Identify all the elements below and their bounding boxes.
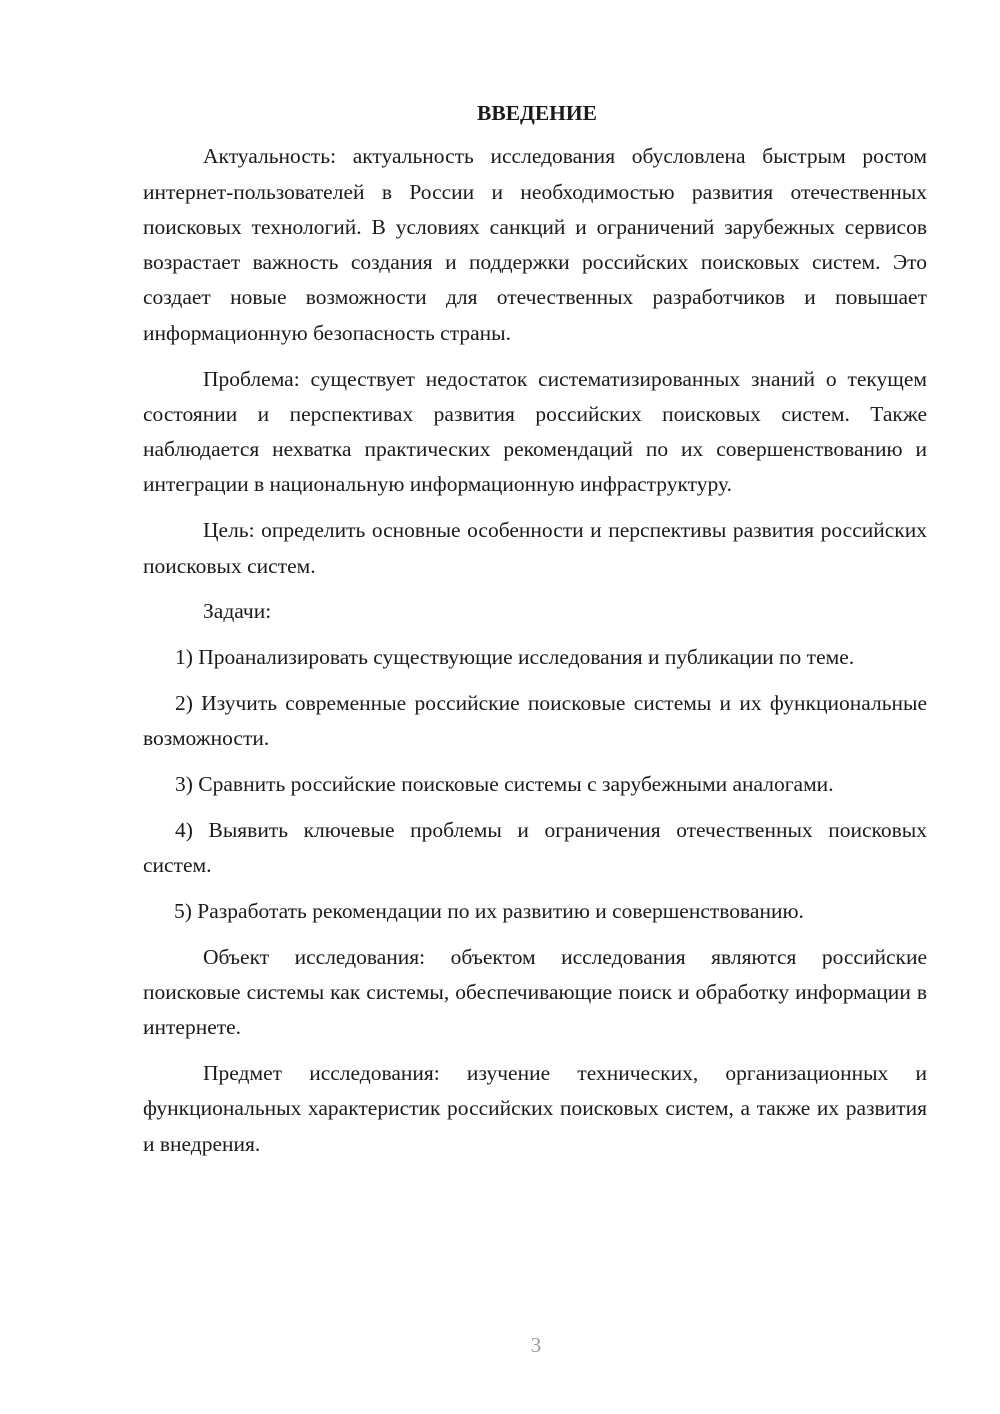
task-item-4: 4) Выявить ключевые проблемы и ограничения отечественных поисковых систем.	[143, 817, 927, 878]
paragraph-relevance: Актуальность: актуальность исследования обусловлена быстрым ростом интернет-пользователей в России и необходимостью развития отечественных поисковых технологий. В условиях санкций и ограничений зарубежных сервисов возрастает важность создания и поддержки российских поисковых систем. Это создает новые возможности для отечественных разработчиков и повышает информационную безопасность страны.	[143, 144, 927, 345]
task-item-3: 3) Сравнить российские поисковые системы с зарубежными аналогами.	[175, 772, 834, 797]
task-item-5: 5) Разработать рекомендации по их развитию и совершенствованию.	[174, 898, 804, 923]
paragraph-subject: Предмет исследования: изучение технических, организационных и функциональных характеристик российских поисковых систем, а также их развития и внедрения.	[143, 1061, 927, 1156]
section-title: ВВЕДЕНИЕ	[477, 101, 597, 125]
page-number: 3	[530, 1333, 542, 1357]
tasks-list	[143, 640, 927, 929]
task-item-1: 1) Проанализировать существующие исследования и публикации по теме.	[175, 645, 855, 670]
paragraph-problem: Проблема: существует недостаток систематизированных знаний о текущем состоянии и перспективах развития российских поисковых систем. Также наблюдается нехватка практических рекомендаций по их совершенствованию и интеграции в национальную информационную инфраструктуру.	[143, 366, 927, 497]
paragraph-object: Объект исследования: объектом исследования являются российские поисковые системы как системы, обеспечивающие поиск и обработку информации в интернете.	[143, 944, 927, 1040]
page-content	[143, 96, 927, 1173]
paragraph-tasks-heading: Задачи:	[203, 599, 272, 624]
task-item-2: 2) Изучить современные российские поисковые системы и их функциональные возможности.	[143, 690, 927, 751]
paragraph-goal: Цель: определить основные особенности и перспективы развития российских поисковых систем.	[143, 518, 927, 578]
